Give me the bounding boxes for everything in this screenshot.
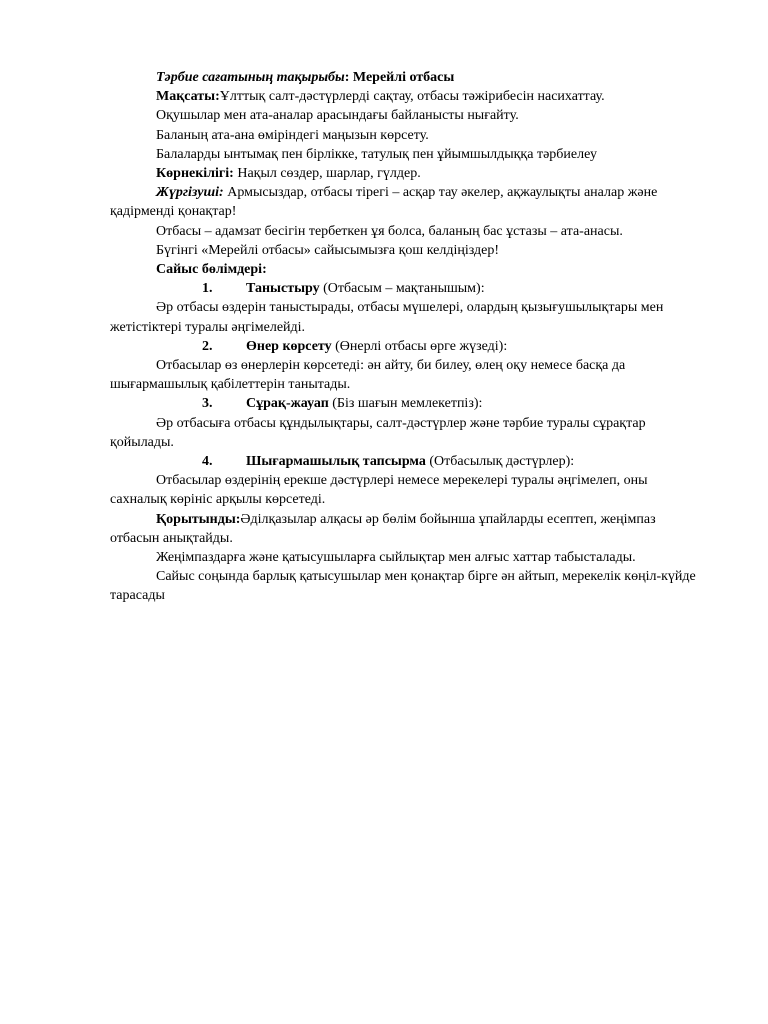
conclusion-text: Әділқазылар алқасы әр бөлім бойынша ұпайларды есептеп, жеңімпаз отбасын анықтайды. bbox=[110, 511, 656, 546]
conclusion-line: Сайыс соңында барлық қатысушылар мен қонақтар бірге ән айтып, мерекелік көңіл-күйде тарасады bbox=[110, 569, 696, 604]
section-number: 4. bbox=[202, 454, 213, 470]
section-title: Таныстыру bbox=[246, 281, 320, 297]
section-subtitle: (Өнерлі отбасы өрге жүзеді): bbox=[331, 338, 508, 354]
goals-line: Баланың ата-ана өміріндегі маңызын көрсету. bbox=[156, 127, 429, 143]
host-line: Отбасы – адамзат бесігін тербеткен ұя болса, баланың бас ұстазы – ата-анасы. bbox=[156, 223, 623, 239]
lesson-title bbox=[110, 68, 702, 87]
section-description: Отбасылар өздерінің ерекше дәстүрлері немесе мерекелері туралы әңгімелеп, оны сахналық көрініс арқылы көрсетеді. bbox=[110, 473, 648, 508]
section-subtitle: (Отбасым – мақтанышым): bbox=[319, 281, 485, 297]
section-heading bbox=[110, 337, 702, 356]
conclusion-line: Жеңімпаздарға және қатысушыларға сыйлықтар мен алғыс хаттар табысталады. bbox=[156, 550, 636, 566]
lesson-title-value: Мерейлі отбасы bbox=[349, 70, 455, 85]
section-title: Сұрақ-жауап bbox=[246, 396, 329, 412]
section-number: 2. bbox=[202, 338, 213, 354]
document-body bbox=[110, 68, 702, 606]
lesson-title-colon: : bbox=[344, 70, 350, 85]
section-description: Әр отбасыға отбасы құндылықтары, салт-дәстүрлер және тәрбие туралы сұрақтар қойылады. bbox=[110, 415, 646, 450]
visuals-text: Нақыл сөздер, шарлар, гүлдер. bbox=[233, 166, 421, 182]
host-paragraph bbox=[110, 183, 702, 221]
section-description: Отбасылар өз өнерлерін көрсетеді: ән айту, би билеу, өлең оқу немесе басқа да шығармашылық қабілеттерін танытады. bbox=[110, 358, 626, 393]
goals-line: Оқушылар мен ата-аналар арасындағы байланысты нығайту. bbox=[156, 108, 519, 124]
sections-heading: Сайыс бөлімдері: bbox=[156, 262, 267, 278]
section-heading bbox=[110, 452, 702, 471]
host-text: Армысыздар, отбасы тірегі – асқар тау әкелер, ақжаулықты аналар және қадірменді қонақтар! bbox=[110, 185, 658, 220]
lesson-title-label: Тәрбие сағатының тақырыбы bbox=[156, 70, 345, 85]
section-title: Шығармашылық тапсырма bbox=[246, 454, 426, 470]
conclusion-paragraph bbox=[110, 510, 702, 548]
section-description: Әр отбасы өздерін таныстырады, отбасы мүшелері, олардың қызығушылықтары мен жетістіктері туралы әңгімелейді. bbox=[110, 300, 664, 335]
goals-line: Балаларды ынтымақ пен бірлікке, татулық пен ұйымшылдыққа тәрбиелеу bbox=[156, 146, 597, 162]
host-line: Бүгінгі «Мерейлі отбасы» сайысымызға қош келдіңіздер! bbox=[156, 242, 500, 258]
section-number: 1. bbox=[202, 281, 213, 297]
section-heading bbox=[110, 279, 702, 298]
section-subtitle: (Отбасылық дәстүрлер): bbox=[425, 454, 575, 470]
visuals-label: Көрнекілігі: bbox=[156, 166, 234, 182]
host-label: Жүргізуші: bbox=[156, 185, 224, 201]
visuals-paragraph bbox=[110, 164, 702, 183]
section-number: 3. bbox=[202, 396, 213, 412]
section-heading bbox=[110, 394, 702, 413]
section-subtitle: (Біз шағын мемлекетпіз): bbox=[328, 396, 483, 412]
section-title: Өнер көрсету bbox=[246, 338, 332, 354]
goals-paragraph bbox=[110, 87, 702, 106]
conclusion-label: Қорытынды: bbox=[156, 511, 241, 527]
goals-label: Мақсаты: bbox=[156, 89, 220, 105]
goals-text: Ұлттық салт-дәстүрлерді сақтау, отбасы тәжірибесін насихаттау. bbox=[219, 89, 605, 105]
